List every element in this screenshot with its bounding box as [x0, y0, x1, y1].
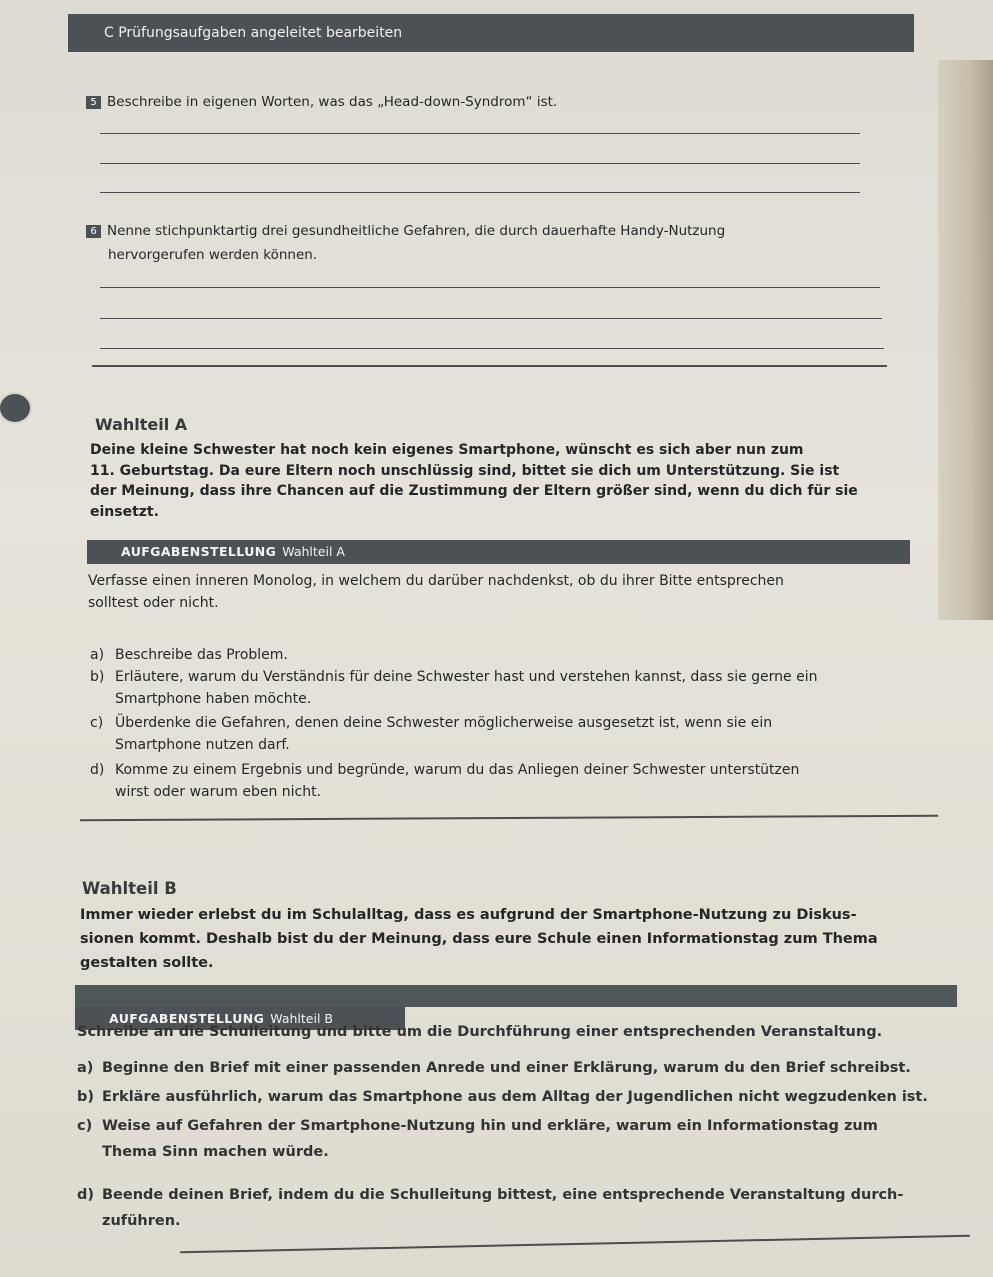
item-text: Weise auf Gefahren der Smartphone-Nutzung hin und erkläre, warum ein Informationstag zum	[102, 1118, 878, 1134]
bar-label: AUFGABENSTELLUNG	[109, 1011, 265, 1026]
section-header	[68, 14, 914, 52]
wahlteil-a-task	[88, 571, 878, 614]
intro-line: Deine kleine Schwester hat noch kein eigenes Smartphone, wünscht es sich aber nun zum	[90, 442, 804, 458]
intro-line: gestalten sollte.	[80, 955, 214, 971]
answer-line[interactable]	[100, 192, 860, 193]
list-item	[77, 1113, 972, 1165]
answer-line[interactable]	[100, 163, 860, 164]
task-5-text: Beschreibe in eigenen Worten, was das „Head-down-Syndrom“ ist.	[107, 94, 558, 110]
background-edge	[938, 60, 993, 620]
item-text: Erkläre ausführlich, warum das Smartphone aus dem Alltag der Jugendlichen nicht wegzudenken ist.	[102, 1089, 928, 1105]
item-label: c)	[77, 1118, 93, 1134]
task-5	[90, 90, 828, 114]
list-item	[90, 760, 905, 803]
answer-line[interactable]	[100, 133, 860, 134]
task-6-text-line1: Nenne stichpunktartig drei gesundheitliche Gefahren, die durch dauerhafte Handy-Nutzung	[107, 223, 726, 239]
wahlteil-b-task: Schreibe an die Schulleitung und bitte um die Durchführung einer entsprechenden Veranstaltung.	[77, 1024, 883, 1040]
item-text: Erläutere, warum du Verständnis für deine Schwester hast und verstehen kannst, dass sie gerne ein	[115, 669, 818, 685]
item-text: Beschreibe das Problem.	[115, 647, 288, 663]
bar-sublabel: Wahlteil B	[270, 1011, 333, 1026]
answer-line[interactable]	[100, 348, 884, 349]
item-text: Beende deinen Brief, indem du die Schulleitung bittest, eine entsprechende Veranstaltung durch-	[102, 1187, 904, 1203]
bar-label: AUFGABENSTELLUNG	[121, 544, 277, 559]
page-marker-icon	[0, 392, 32, 424]
list-item	[90, 667, 905, 710]
intro-line: Immer wieder erlebst du im Schulalltag, dass es aufgrund der Smartphone-Nutzung zu Diskus-	[80, 907, 857, 923]
item-text: Smartphone haben möchte.	[115, 690, 312, 707]
item-text: Komme zu einem Ergebnis und begründe, warum du das Anliegen deiner Schwester unterstützen	[115, 762, 800, 778]
list-item	[77, 1182, 972, 1234]
wahlteil-b-heading: Wahlteil B	[82, 879, 177, 898]
intro-line: 11. Geburtstag. Da eure Eltern noch unschlüssig sind, bittet sie dich um Unterstützung. Sie ist	[90, 462, 840, 479]
item-text: Thema Sinn machen würde.	[102, 1144, 329, 1160]
list-item	[77, 1055, 972, 1081]
aufgabenstellung-bar-b-top	[75, 985, 957, 1007]
task-6	[90, 219, 868, 267]
wahlteil-a-heading: Wahlteil A	[95, 415, 188, 434]
intro-line: einsetzt.	[90, 503, 159, 520]
item-text: wirst oder warum eben nicht.	[115, 783, 322, 800]
list-item	[90, 713, 905, 756]
item-text: Smartphone nutzen darf.	[115, 736, 290, 753]
list-item	[77, 1084, 972, 1110]
item-label: d)	[77, 1187, 95, 1203]
answer-line[interactable]	[100, 318, 882, 319]
list-item	[90, 645, 900, 667]
task-line: Verfasse einen inneren Monolog, in welchem du darüber nachdenkst, ob du ihrer Bitte entsprechen	[88, 573, 784, 589]
item-label: d)	[90, 762, 105, 778]
aufgabenstellung-bar-a	[87, 540, 910, 564]
item-label: b)	[77, 1089, 95, 1105]
section-divider	[80, 815, 938, 821]
task-6-text-line2: hervorgerufen werden können.	[108, 247, 318, 263]
task-number-badge: 6	[86, 225, 101, 238]
bar-sublabel: Wahlteil A	[282, 544, 345, 559]
task-number-badge: 5	[86, 96, 101, 109]
item-text: Beginne den Brief mit einer passenden Anrede und einer Erklärung, warum du den Brief schreibst.	[102, 1060, 911, 1076]
wahlteil-a-intro	[90, 440, 890, 522]
task-line: solltest oder nicht.	[88, 594, 219, 611]
section-divider	[92, 365, 887, 367]
intro-line: der Meinung, dass ihre Chancen auf die Zustimmung der Eltern größer sind, wenn du dich für sie	[90, 483, 858, 499]
item-text: Überdenke die Gefahren, denen deine Schwester möglicherweise ausgesetzt ist, wenn sie ein	[115, 715, 773, 731]
item-label: c)	[90, 715, 104, 731]
item-label: a)	[77, 1060, 94, 1076]
item-text: zuführen.	[102, 1213, 181, 1229]
section-title: C Prüfungsaufgaben angeleitet bearbeiten	[104, 25, 403, 41]
item-label: a)	[90, 647, 105, 663]
intro-line: sionen kommt. Deshalb bist du der Meinung, dass eure Schule einen Informationstag zum Thema	[80, 931, 878, 947]
section-divider	[180, 1235, 970, 1254]
answer-line[interactable]	[100, 287, 880, 288]
item-label: b)	[90, 669, 105, 685]
wahlteil-b-intro	[80, 903, 960, 975]
